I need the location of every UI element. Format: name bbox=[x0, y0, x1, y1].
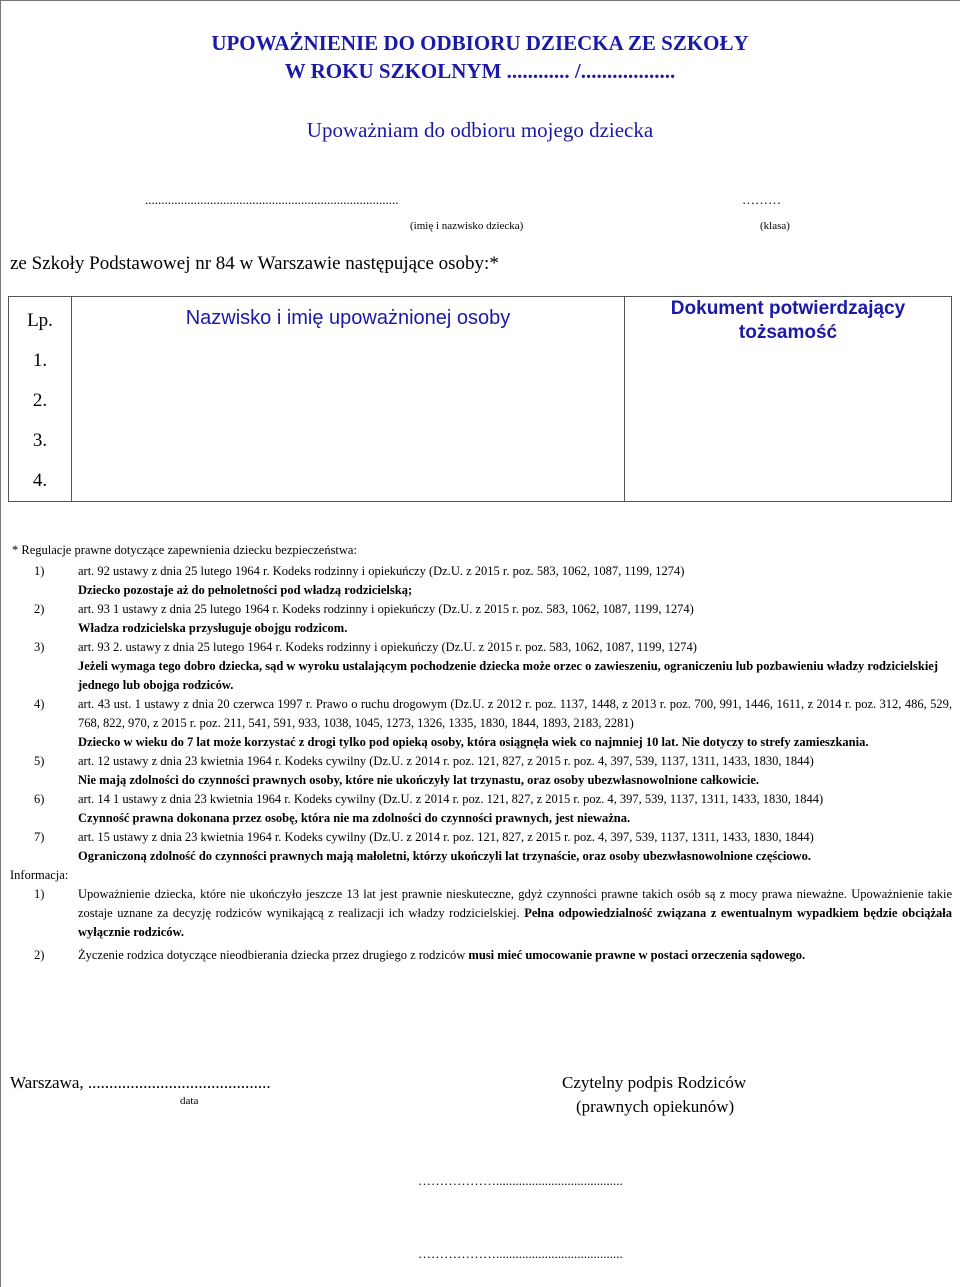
regulation-number: 5) bbox=[34, 754, 45, 768]
signature-line-1[interactable]: ………………....................................... bbox=[418, 1173, 623, 1188]
place-date-field[interactable]: Warszawa, ........................................... bbox=[10, 1073, 271, 1092]
regulation-ref: art. 92 ustawy z dnia 25 lutego 1964 r. Kodeks rodzinny i opiekuńczy (Dz.U. z 2015 r. poz. 583, 1062, 1087, 1199, 1274) bbox=[78, 564, 685, 578]
regulation-item-1 bbox=[12, 562, 952, 600]
intro-text: Upoważniam do odbioru mojego dziecka bbox=[306, 118, 654, 142]
info-heading: Informacja: bbox=[10, 868, 69, 882]
regulation-number: 3) bbox=[34, 640, 45, 654]
signature-caption-line1: Czytelny podpis Rodziców bbox=[562, 1073, 747, 1092]
regulation-bold: Władza rodzicielska przysługuje obojgu rodzicom. bbox=[78, 621, 348, 635]
name-column-header: Nazwisko i imię upoważnionej osoby bbox=[185, 307, 511, 329]
regulation-ref: art. 14 1 ustawy z dnia 23 kwietnia 1964 r. Kodeks cywilny (Dz.U. z 2014 r. poz. 121, 827, z 2015 r. poz. 4, 397, 539, 1137, 1311, 1433, 1830, 1844) bbox=[78, 792, 824, 806]
regulation-ref: art. 12 ustawy z dnia 23 kwietnia 1964 r. Kodeks cywilny (Dz.U. z 2014 r. poz. 121, 827, z 2015 r. poz. 4, 397, 539, 1137, 1311, 1433, 1830, 1844) bbox=[78, 754, 814, 768]
document-column-header-line2: tożsamość bbox=[738, 322, 838, 343]
regulation-item-7 bbox=[12, 828, 952, 866]
regulation-bold: Dziecko pozostaje aż do pełnoletności pod władzą rodzicielską; bbox=[78, 583, 413, 597]
regulation-item-2 bbox=[12, 600, 952, 638]
class-caption: (klasa) bbox=[760, 220, 790, 232]
document-title-line1: UPOWAŻNIENIE DO ODBIORU DZIECKA ZE SZKOŁY bbox=[211, 31, 749, 55]
authorized-persons-table bbox=[8, 296, 952, 502]
regulation-number: 7) bbox=[34, 830, 45, 844]
regulation-bold: Ograniczoną zdolność do czynności prawnych mają małoletni, którzy ukończyli lat trzynaście, oraz osoby ubezwłasnowolnione częściowo. bbox=[78, 849, 811, 863]
info-item-2-bold: musi mieć umocowanie prawne w postaci orzeczenia sądowego. bbox=[468, 948, 806, 962]
row-number-1: 1. bbox=[32, 350, 48, 371]
regulations-section bbox=[12, 541, 952, 965]
regulation-bold: Jeżeli wymaga tego dobro dziecka, sąd w wyroku ustalającym pochodzenie dziecka może orzec o zawieszeniu, ograniczeniu lub pozbawieniu władzy rodzicielskiej jednego lub obojga rodziców. bbox=[78, 659, 938, 692]
info-number: 2) bbox=[34, 948, 45, 962]
regulation-item-4 bbox=[12, 695, 952, 752]
document-column[interactable] bbox=[625, 297, 952, 502]
regulation-ref: art. 93 2. ustawy z dnia 25 lutego 1964 r. Kodeks rodzinny i opiekuńczy (Dz.U. z 2015 r. poz. 583, 1062, 1087, 1199, 1274) bbox=[78, 640, 697, 654]
info-item-1-bold: Pełna odpowiedzialność związana z ewentualnym wypadkiem będzie obciążała wyłącznie rodziców. bbox=[78, 906, 952, 939]
lp-column bbox=[9, 297, 72, 502]
regulation-item-3 bbox=[12, 638, 952, 695]
regulation-item-6 bbox=[12, 790, 952, 828]
info-number: 1) bbox=[34, 887, 45, 901]
row-number-4: 4. bbox=[32, 470, 48, 491]
info-item-2 bbox=[12, 946, 952, 965]
row-number-3: 3. bbox=[32, 430, 48, 451]
regulation-number: 6) bbox=[34, 792, 45, 806]
child-name-caption: (imię i nazwisko dziecka) bbox=[410, 220, 524, 232]
school-line: ze Szkoły Podstawowej nr 84 w Warszawie następujące osoby:* bbox=[10, 253, 499, 274]
class-dots[interactable]: ……… bbox=[742, 192, 781, 207]
row-number-2: 2. bbox=[32, 390, 48, 411]
regulation-number: 4) bbox=[34, 697, 45, 711]
signature-caption-line2: (prawnych opiekunów) bbox=[576, 1097, 735, 1116]
signature-line-2[interactable]: ………………....................................... bbox=[418, 1246, 623, 1261]
regulation-ref: art. 43 ust. 1 ustawy z dnia 20 czerwca 1997 r. Prawo o ruchu drogowym (Dz.U. z 2012 r. poz. 1137, 1448, z 2013 r. poz. 700, 991, 1446, 1611, z 2014 r. poz. 312, 486, 529, 768, 822, 970, z 2015 r. poz. 211, 541, 591, 933, 1038, 1045, 1273, 1326, 1335, 1830, 1844, 1893, 2183, 2281) bbox=[78, 697, 952, 730]
regulation-number: 1) bbox=[34, 564, 45, 578]
regulation-bold: Czynność prawna dokonana przez osobę, która nie ma zdolności do czynności prawnych, jest nieważna. bbox=[78, 811, 631, 825]
regulations-heading: * Regulacje prawne dotyczące zapewnienia dziecku bezpieczeństwa: bbox=[12, 543, 357, 557]
regulation-bold: Dziecko w wieku do 7 lat może korzystać z drogi tylko pod opieką osoby, która osiągnęła wiek co najmniej 10 lat. Nie dotyczy to strefy zamieszkania. bbox=[78, 735, 869, 749]
info-item-2-text: Życzenie rodzica dotyczące nieodbierania dziecka przez drugiego z rodziców bbox=[78, 948, 469, 962]
regulation-item-5 bbox=[12, 752, 952, 790]
name-column[interactable] bbox=[72, 297, 625, 502]
lp-header: Lp. bbox=[27, 310, 53, 331]
date-caption: data bbox=[180, 1095, 199, 1107]
regulation-number: 2) bbox=[34, 602, 45, 616]
info-item-1-text: Upoważnienie dziecka, które nie ukończyło jeszcze 13 lat jest prawnie nieskuteczne, gdyż czynności prawne takich osób są z mocy prawa nieważne. Upoważnienie takie zostaje uznane za decyzję rodziców wynikającą z realizacji ich władzy rodzicielskiej. bbox=[78, 887, 952, 920]
regulation-ref: art. 15 ustawy z dnia 23 kwietnia 1964 r. Kodeks cywilny (Dz.U. z 2014 r. poz. 121, 827, z 2015 r. poz. 4, 397, 539, 1137, 1311, 1433, 1830, 1844) bbox=[78, 830, 814, 844]
document-column-header-line1: Dokument potwierdzający bbox=[670, 298, 906, 319]
regulation-bold: Nie mają zdolności do czynności prawnych osoby, które nie ukończyły lat trzynastu, oraz osoby ubezwłasnowolnione całkowicie. bbox=[78, 773, 760, 787]
info-item-1 bbox=[12, 885, 952, 942]
document-title-line2: W ROKU SZKOLNYM ............ /.................. bbox=[284, 59, 676, 83]
child-name-dots[interactable]: .............................................................................. bbox=[145, 192, 399, 207]
regulation-ref: art. 93 1 ustawy z dnia 25 lutego 1964 r. Kodeks rodzinny i opiekuńczy (Dz.U. z 2015 r. poz. 583, 1062, 1087, 1199, 1274) bbox=[78, 602, 694, 616]
